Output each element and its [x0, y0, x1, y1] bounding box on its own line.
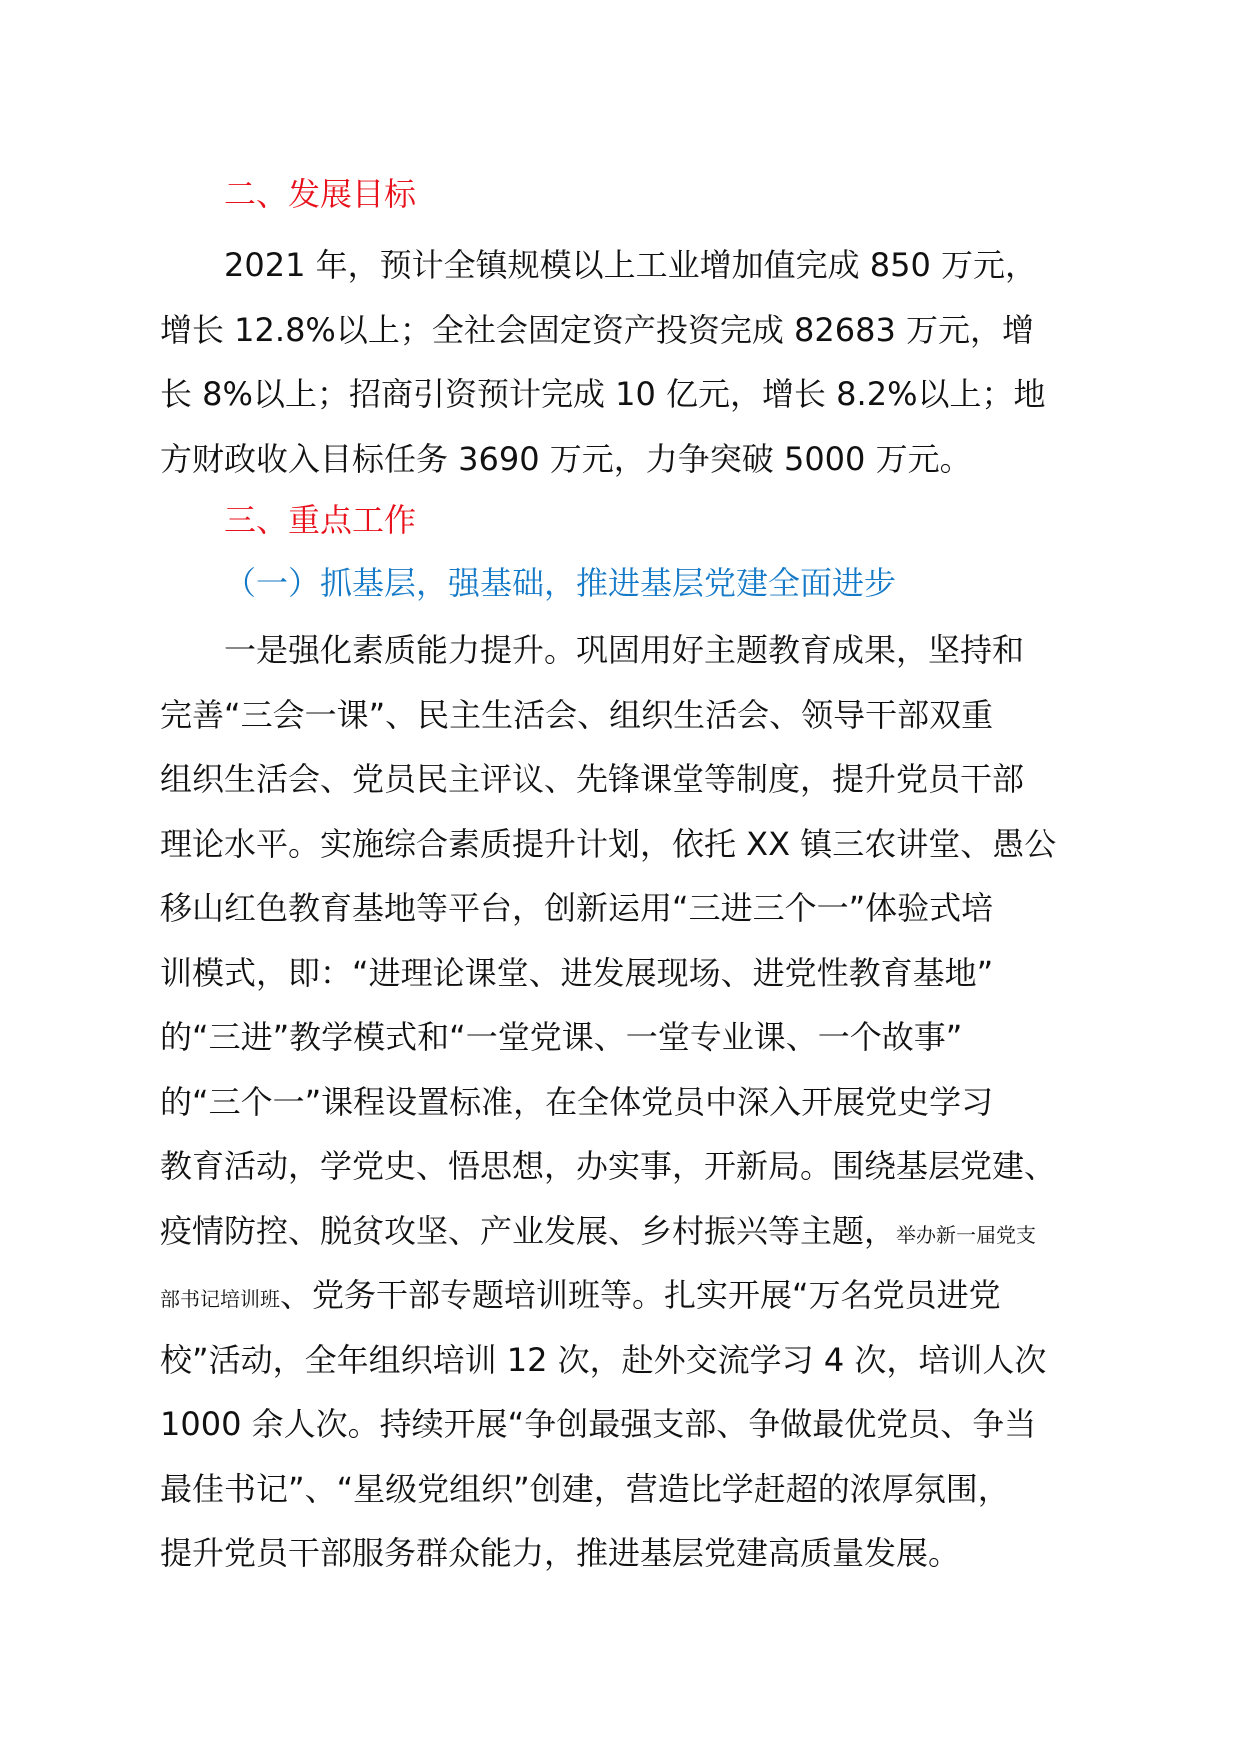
- line-text: 、党务干部专题培训班等。扎实开展“万名党员进党: [280, 1276, 1001, 1314]
- paragraph-line: 长 8%以上；招商引资预计完成 10 亿元，增长 8.2%以上；地: [160, 375, 1046, 413]
- line-text: 疫情防控、脱贫攻坚、产业发展、乡村振兴等主题，: [160, 1211, 897, 1250]
- paragraph-line: 移山红色教育基地等平台，创新运用“三进三个一”体验式培: [160, 889, 994, 927]
- paragraph-line-mixed: [160, 1263, 1124, 1328]
- small-inline-text: 举办新一届党支: [896, 1222, 1037, 1247]
- paragraph-line: 1000 余人次。持续开展“争创最强支部、争做最优党员、争当: [160, 1405, 1037, 1443]
- subsection-heading: （一）抓基层，强基础，推进基层党建全面进步: [224, 564, 897, 602]
- paragraph-line: 教育活动，学党史、悟思想，办实事，开新局。围绕基层党建、: [160, 1147, 1057, 1185]
- paragraph-line: 最佳书记”、“星级党组织”创建，营造比学赶超的浓厚氛围，: [160, 1469, 1010, 1508]
- paragraph-line: 完善“三会一课”、民主生活会、组织生活会、领导干部双重: [160, 695, 994, 734]
- paragraph-line: 校”活动，全年组织培训 12 次，赴外交流学习 4 次，培训人次: [160, 1340, 1047, 1379]
- paragraph-line: 一是强化素质能力提升。巩固用好主题教育成果，坚持和: [224, 631, 1025, 669]
- section-heading-goals: 二、发展目标: [224, 175, 417, 213]
- paragraph-line: 组织生活会、党员民主评议、先锋课堂等制度，提升党员干部: [160, 760, 1025, 798]
- paragraph-line: 的“三进”教学模式和“一堂党课、一堂专业课、一个故事”: [160, 1018, 963, 1056]
- paragraph-line: 训模式，即：“进理论课堂、进发展现场、进党性教育基地”: [160, 953, 994, 992]
- paragraph-line: 2021 年，预计全镇规模以上工业增加值完成 850 万元，: [224, 246, 1038, 284]
- small-inline-text: 部书记培训班: [160, 1287, 280, 1311]
- paragraph-line: 增长 12.8%以上；全社会固定资产投资完成 82683 万元，增: [160, 310, 1034, 349]
- paragraph-line: 的“三个一”课程设置标准，在全体党员中深入开展党史学习: [160, 1082, 994, 1121]
- paragraph-line: 提升党员干部服务群众能力，推进基层党建高质量发展。: [160, 1534, 961, 1572]
- paragraph-goals: [160, 233, 1124, 491]
- paragraph-line: 理论水平。实施综合素质提升计划，依托 XX 镇三农讲堂、愚公: [160, 824, 1057, 863]
- section-heading-key-work: 三、重点工作: [224, 501, 417, 539]
- paragraph-key-work: [160, 618, 1124, 1586]
- paragraph-line: 方财政收入目标任务 3690 万元，力争突破 5000 万元。: [160, 439, 972, 478]
- paragraph-line-mixed: [160, 1199, 1124, 1264]
